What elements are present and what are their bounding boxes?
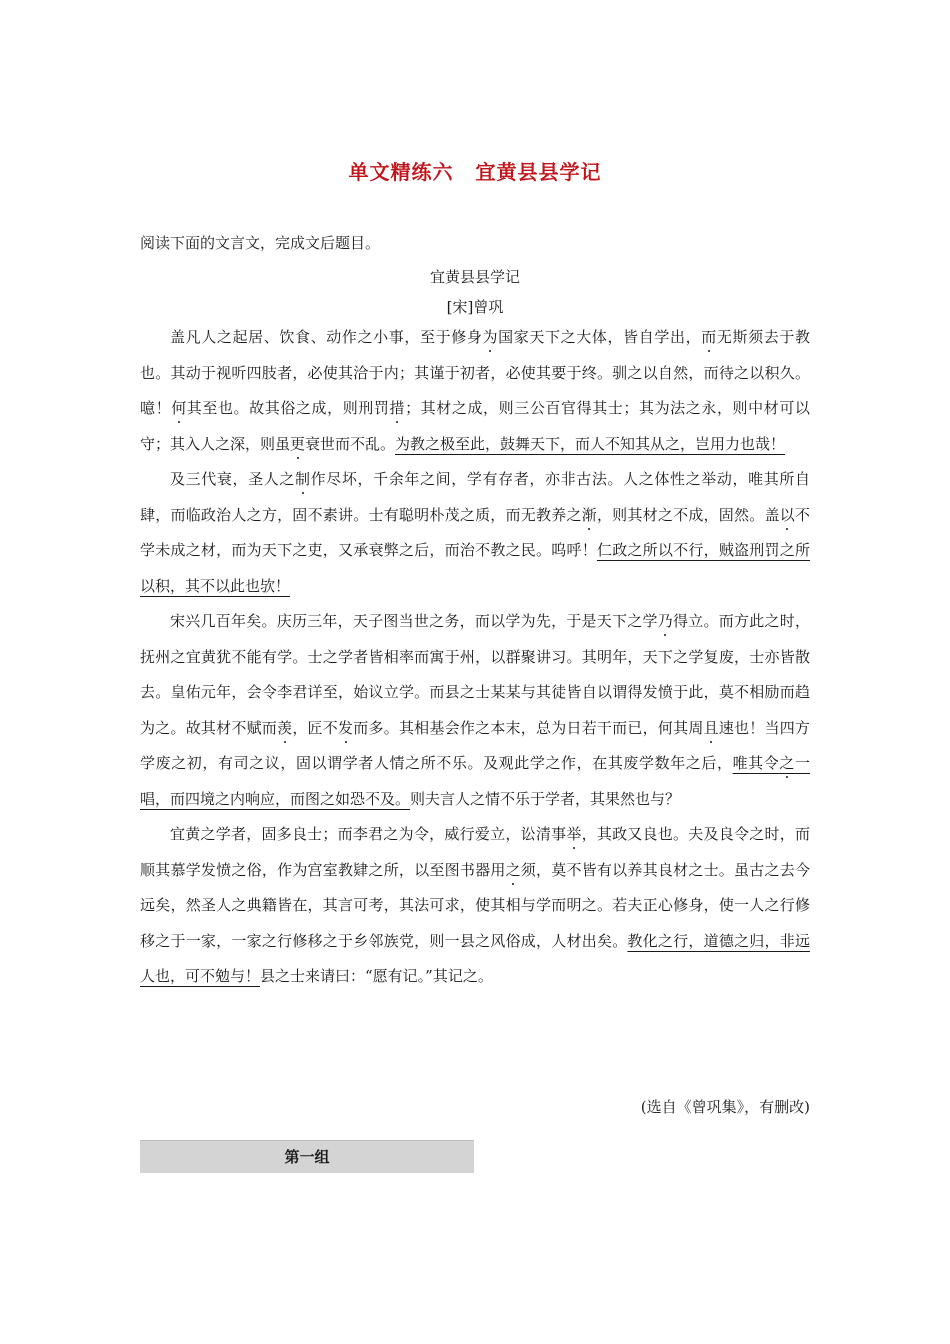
emphasized-word: 渐 bbox=[581, 505, 597, 524]
section-header-group-1: 第一组 bbox=[140, 1140, 474, 1173]
emphasized-word: 制 bbox=[295, 470, 311, 488]
emphasized-word: 乃 bbox=[657, 612, 674, 630]
essay-author: [宋]曾巩 bbox=[446, 298, 504, 316]
essay-paragraph-2 bbox=[140, 462, 810, 604]
emphasized-word: 之 bbox=[505, 860, 521, 879]
text-run: 唯其令 bbox=[732, 754, 780, 772]
text-run: 一唱，而四境之内响应，而图之如恐不及。 bbox=[140, 754, 810, 808]
emphasized-word: 而 bbox=[701, 328, 717, 346]
text-run: ，其政又良也。夫及良令之时，而顺其慕学发愤之俗，作为宫室教肄之所，以至图书器用 bbox=[140, 825, 810, 879]
emphasized-word: 以 bbox=[779, 505, 795, 524]
source-citation: (选自《曾巩集》，有删改) bbox=[640, 1098, 810, 1116]
text-run: ，则其材之不成，固然。盖 bbox=[596, 505, 780, 524]
page-title-essay: 宜黄县县学记 bbox=[475, 160, 602, 184]
text-run: 无斯须去于教也。其动于视听四肢者，必使其洽于内；其谨于初者，必使其要于终。驯之以自然，而待之以积久。噫！ bbox=[140, 328, 810, 417]
underlined-sentence: 为教之极至此，鼓舞天下，而人不知其从之，岂用力也哉！ bbox=[395, 434, 786, 453]
instruction-text: 阅读下面的文言文，完成文后题目。 bbox=[140, 234, 381, 252]
text-run: 而多。其相基会作之本末，总为日若干而已，何其周 bbox=[353, 718, 704, 737]
text-run: 则夫言人之情不乐于学者，其果然也与？ bbox=[410, 789, 681, 808]
essay-paragraph-4 bbox=[140, 817, 810, 995]
text-run: 及三代衰，圣人之 bbox=[170, 470, 295, 488]
underlined-sentence: 教化之行，道德之归，非远人也，可不勉与！ bbox=[140, 931, 810, 985]
emphasized-word: 羡 bbox=[277, 718, 293, 737]
text-run: 速也！当四方学废之初，有司之议，固以谓学者人情之所不乐。及观此学之作，在其废学数年之后， bbox=[140, 718, 810, 772]
emphasized-word: 举 bbox=[566, 825, 582, 843]
text-run: 作尽坏，千余年之间，学有存者，亦非古法。人之体性之举动，唯其所自肆，而临政治人之方，固不素讲。士有聪明朴茂之质，而无教养之 bbox=[140, 470, 810, 524]
emphasized-word: 之 bbox=[779, 754, 795, 772]
text-run: 不学未成之材，而为天下之吏，又承衰弊之后，而治不教之民。呜呼！ bbox=[140, 505, 810, 559]
text-run: ；其材之成，则三公百官得其士；其为法之永，则中材可以守；其入人之深，则虽 bbox=[140, 399, 810, 453]
emphasized-word: 措 bbox=[389, 399, 406, 417]
essay-body bbox=[140, 320, 810, 995]
emphasized-word: 更 bbox=[290, 434, 306, 453]
text-run: 国家天下之大体，皆自学出， bbox=[498, 328, 702, 346]
emphasized-word: 何 bbox=[171, 399, 187, 417]
emphasized-word: 发 bbox=[338, 718, 354, 737]
text-run: 县之士来请曰：“愿有记。”其记之。 bbox=[260, 967, 493, 985]
text-run: ，匠不 bbox=[292, 718, 339, 737]
text-run: 宜黄之学者，固多良士；而李君之为令，威行爱立，讼清事 bbox=[170, 825, 567, 843]
page-title-series: 单文精练六 bbox=[348, 160, 454, 184]
text-run: 其至也。故其俗之成，则刑罚 bbox=[186, 399, 390, 417]
emphasized-word: 为 bbox=[482, 328, 499, 346]
emphasized-word: 且 bbox=[703, 718, 719, 737]
text-run: 宋兴几百年矣。庆历三年，天子图当世之务，而以学为先，于是天下之学 bbox=[170, 612, 658, 630]
page-title bbox=[0, 156, 950, 185]
text-run: 盖凡人之起居、饮食、动作之小事，至于修身 bbox=[170, 328, 483, 346]
underlined-sentence: 仁政之所以不行，贼盗刑罚之所以积，其不以此也欤！ bbox=[140, 541, 810, 595]
text-run: 得立。而方此之时，抚州之宜黄犹不能有学。士之学者皆相率而寓于州，以群聚讲习。其明年，天下之学复废，士亦皆散去。皇佑元年，会令李君详至，始议立学。而县之士某某与其徒皆自以谓得发愤于此，莫不相励而趋为之。故其材不赋而 bbox=[140, 612, 810, 737]
essay-paragraph-1 bbox=[140, 320, 810, 462]
essay-title: 宜黄县县学记 bbox=[429, 268, 520, 286]
essay-paragraph-3 bbox=[140, 604, 810, 817]
text-run: 须，莫不皆有以养其良材之士。虽古之去今远矣，然圣人之典籍皆在，其言可考，其法可求，使其相与学而明之。若夫正心修身，使一人之行修移之于一家，一家之行修移之于乡邻族党，则一县之风俗成，人材出矣。 bbox=[140, 860, 810, 950]
text-run: 衰世而不乱。 bbox=[305, 434, 396, 453]
